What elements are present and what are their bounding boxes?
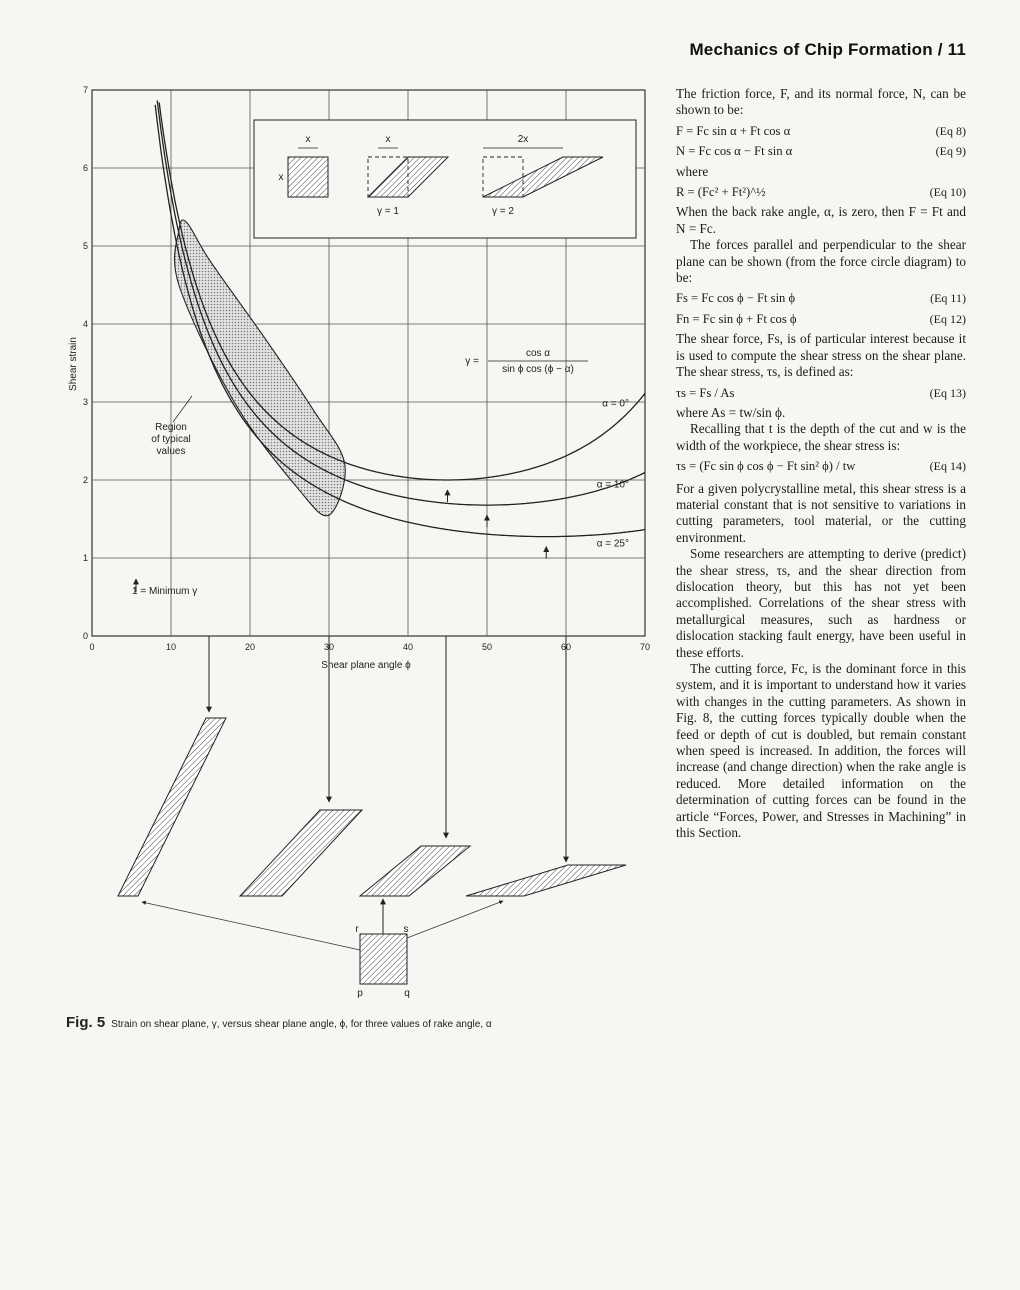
equation-10: R = (Fc² + Ft²)^½ (Eq 10): [676, 185, 966, 200]
x-tick-label: 70: [639, 642, 651, 652]
caption-text: Strain on shear plane, γ, versus shear plane angle, ϕ, for three values of rake angle, α: [111, 1019, 492, 1030]
region-of-typical-values: [174, 220, 345, 516]
label-p: p: [357, 988, 363, 999]
label-r: r: [355, 924, 359, 935]
equation-12: Fn = Fc sin ϕ + Ft cos ϕ (Eq 12): [676, 311, 966, 326]
inset-box: [254, 120, 636, 238]
label-s: s: [403, 924, 409, 935]
y-tick-label: 3: [82, 397, 88, 407]
curve-label-0: α = 0°: [602, 398, 629, 410]
y-tick-label: 2: [82, 475, 88, 485]
text-column: [676, 86, 966, 841]
paragraph-material-constant: For a given polycrystalline metal, this shear stress is a material constant that is not sensitive to variations in cutting parameters, tool material, or the cutting environment.: [676, 480, 966, 545]
inset-label-gamma2: γ = 2: [492, 206, 514, 217]
y-tick-label: 7: [82, 85, 88, 95]
paragraph-researchers: Some researchers are attempting to derive (predict) the shear stress, τs, and the shear direction from dislocation theory, but this has not yet been accomplished. Correlations of the shear stress with metallurgical measures, such as hardness or dislocation stacking fault energy, have been useful in these efforts.: [676, 546, 966, 660]
paragraph-cutting-force: The cutting force, Fc, is the dominant force in this system, and it is important to understand how it varies with changes in the cutting parameters. As shown in Fig. 8, the cutting forces typically double when the feed or depth of cut is doubled, but remain constant when speed is increased. In addition, the forces will increase (and change direction) when the rake angle is reduced. More detailed information on the determination of cutting forces can be found in the article “Forces, Power, and Stresses in Machining” in this Section.: [676, 661, 966, 841]
paragraph-friction-force: The friction force, F, and its normal force, N, can be shown to be:: [676, 86, 966, 118]
formula-denominator: sin ϕ cos (ϕ − α): [502, 364, 574, 375]
x-tick-label: 0: [89, 642, 95, 652]
sheared-element-2: [240, 810, 362, 896]
sheared-element-3: [360, 846, 470, 896]
x-axis-label: Shear plane angle ϕ: [321, 660, 411, 671]
inset-square: [288, 157, 328, 197]
reference-square: [360, 934, 407, 984]
x-tick-label: 40: [402, 642, 414, 652]
region-label: [151, 396, 192, 457]
inset-label-x2: x: [385, 134, 391, 145]
formula-numerator: cos α: [525, 348, 551, 359]
svg-text:values: values: [156, 446, 186, 457]
inset-label-x1: x: [305, 134, 311, 145]
y-tick-label: 6: [82, 163, 88, 173]
svg-text:of typical: of typical: [151, 434, 191, 445]
paragraph-shear-plane-forces: The forces parallel and perpendicular to the shear plane can be shown (from the force circle diagram) to be:: [676, 237, 966, 286]
equation-14: τs = (Fc sin ϕ cos ϕ − Ft sin² ϕ) / tw (Eq 14): [676, 459, 966, 474]
inset-label-2x: 2x: [517, 134, 529, 145]
sheared-element-4: [466, 865, 626, 896]
x-tick-label: 60: [560, 642, 572, 652]
x-tick-label: 50: [481, 642, 493, 652]
formula-lhs: γ =: [465, 356, 479, 367]
strain-formula: [465, 348, 588, 375]
equation-13: τs = Fs / As (Eq 13): [676, 385, 966, 400]
y-axis-label: Shear strain: [68, 337, 79, 391]
y-tick-label: 1: [82, 553, 88, 563]
minimum-label: 1 = Minimum γ: [132, 586, 198, 597]
svg-text:Region: Region: [155, 422, 187, 433]
inset-label-xside: x: [278, 172, 284, 183]
where-label: where: [676, 163, 709, 179]
reference-element: [142, 899, 503, 999]
caption-label: Fig. 5: [66, 1014, 106, 1031]
equation-8: F = Fc sin α + Ft cos α (Eq 8): [676, 123, 966, 138]
y-tick-label: 5: [82, 241, 88, 251]
running-head: Mechanics of Chip Formation / 11: [689, 40, 966, 59]
inset-label-gamma1: γ = 1: [377, 206, 399, 217]
curve-label-10: α = 10°: [596, 479, 629, 491]
label-q: q: [404, 988, 410, 999]
y-tick-label: 0: [82, 631, 88, 641]
sheared-elements: [118, 718, 626, 896]
figure-caption: [66, 1014, 666, 1031]
y-tick-label: 4: [82, 319, 88, 329]
curve-label-25: α = 25°: [596, 538, 629, 550]
paragraph-recalling: Recalling that t is the depth of the cut and w is the width of the workpiece, the shear stress is:: [676, 421, 966, 453]
x-tick-label: 20: [244, 642, 256, 652]
equation-9: N = Fc cos α − Ft sin α (Eq 9): [676, 144, 966, 159]
x-tick-label: 30: [323, 642, 335, 652]
equation-11: Fs = Fc cos ϕ − Ft sin ϕ (Eq 11): [676, 291, 966, 306]
paragraph-shear-force: The shear force, Fs, is of particular interest because it is used to compute the shear stress on the shear plane. The shear stress, τs, is defined as:: [676, 331, 966, 380]
paragraph-back-rake: When the back rake angle, α, is zero, then F = Ft and N = Fc.: [676, 204, 966, 236]
paragraph-where-as: where As = tw/sin ϕ.: [676, 404, 786, 420]
x-tick-label: 10: [165, 642, 177, 652]
sheared-element-1: [118, 718, 226, 896]
